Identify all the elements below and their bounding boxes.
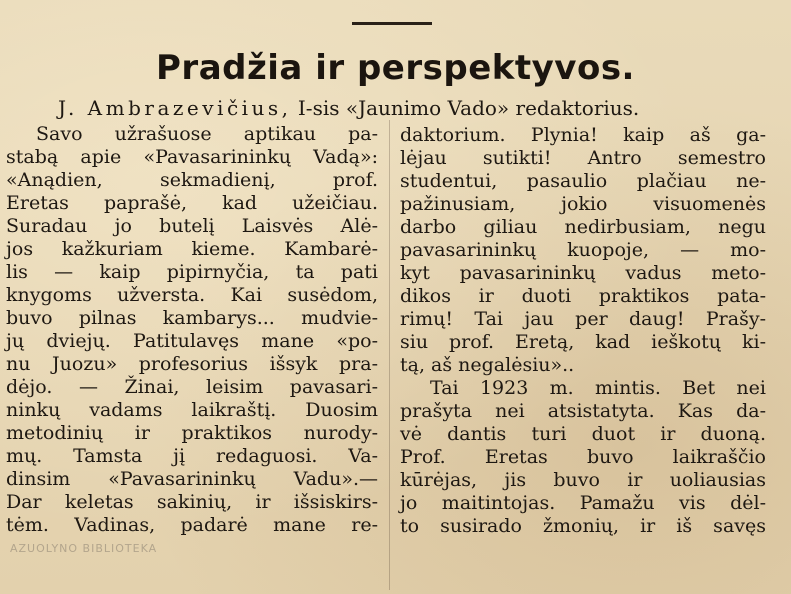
text-line: jos kažkuriam kieme. Kambarė- <box>6 238 378 260</box>
text-line: pažinusiam, jokio visuomenės <box>400 193 766 215</box>
text-line: dėjo. — Žinai, leisim pavasari- <box>6 376 378 398</box>
text-line: jų dviejų. Patitulavęs mane «po- <box>6 330 378 352</box>
text-line: «Anądien, sekmadienį, prof. <box>6 169 378 191</box>
text-line: tėm. Vadinas, padarė mane re- <box>6 514 378 536</box>
text-line: to susirado žmonių, ir iš savęs <box>400 515 766 537</box>
author-role: I-sis «Jaunimo Vado» redaktorius. <box>297 96 640 120</box>
text-line: Tai 1923 m. mintis. Bet nei <box>430 377 766 399</box>
text-line: jo maitintojas. Pamažu vis dėl- <box>400 492 766 514</box>
right-text-column <box>400 124 766 538</box>
text-line: dikos ir duoti praktikos pata- <box>400 285 766 307</box>
text-line: stabą apie «Pavasarininkų Vadą»: <box>6 146 378 168</box>
text-line: lėjau sutikti! Antro semestro <box>400 147 766 169</box>
library-watermark: AZUOLYNO BIBLIOTEKA <box>10 542 158 555</box>
text-line: darbo giliau nedirbusiam, negu <box>400 216 766 238</box>
text-line: ninkų vadams laikraštį. Duosim <box>6 399 378 421</box>
text-line: knygoms užversta. Kai susėdom, <box>6 284 378 306</box>
text-line: Savo užrašuose aptikau pa- <box>36 123 378 145</box>
text-line: mų. Tamsta jį redaguosi. Va- <box>6 445 378 467</box>
article-byline <box>58 96 639 120</box>
text-line: nu Juozu» profesorius išsyk pra- <box>6 353 378 375</box>
author-name: J. Ambrazevičius, <box>58 96 292 120</box>
text-line: vė dantis turi duot ir duoną. <box>400 423 766 445</box>
left-text-column <box>6 123 378 537</box>
column-divider <box>389 120 390 590</box>
text-line: Dar keletas sakinių, ir išsiskirs- <box>6 491 378 513</box>
text-line: prašyta nei atsistatyta. Kas da- <box>400 400 766 422</box>
text-line: Prof. Eretas buvo laikraščio <box>400 446 766 468</box>
text-line: Eretas paprašė, kad užeičiau. <box>6 192 378 214</box>
text-line: daktorium. Plynia! kaip aš ga- <box>400 124 766 146</box>
top-divider-rule <box>352 22 432 25</box>
text-line: kyt pavasarininkų vadus meto- <box>400 262 766 284</box>
text-line: tą, aš negalėsiu».. <box>400 354 575 376</box>
text-line: kūrėjas, jis buvo ir uoliausias <box>400 469 766 491</box>
text-line: lis — kaip pipirnyčia, ta pati <box>6 261 378 283</box>
text-line: pavasarininkų kuopoje, — mo- <box>400 239 766 261</box>
text-line: dinsim «Pavasarininkų Vadu».— <box>6 468 378 490</box>
article-title: Pradžia ir perspektyvos. <box>156 48 635 88</box>
text-line: buvo pilnas kambarys... mudvie- <box>6 307 378 329</box>
text-line: Suradau jo butelį Laisvės Alė- <box>6 215 378 237</box>
text-line: studentui, pasaulio plačiau ne- <box>400 170 766 192</box>
text-line: metodinių ir praktikos nurody- <box>6 422 378 444</box>
text-line: rimų! Tai jau per daug! Prašy- <box>400 308 766 330</box>
text-line: siu prof. Eretą, kad ieškotų ki- <box>400 331 766 353</box>
